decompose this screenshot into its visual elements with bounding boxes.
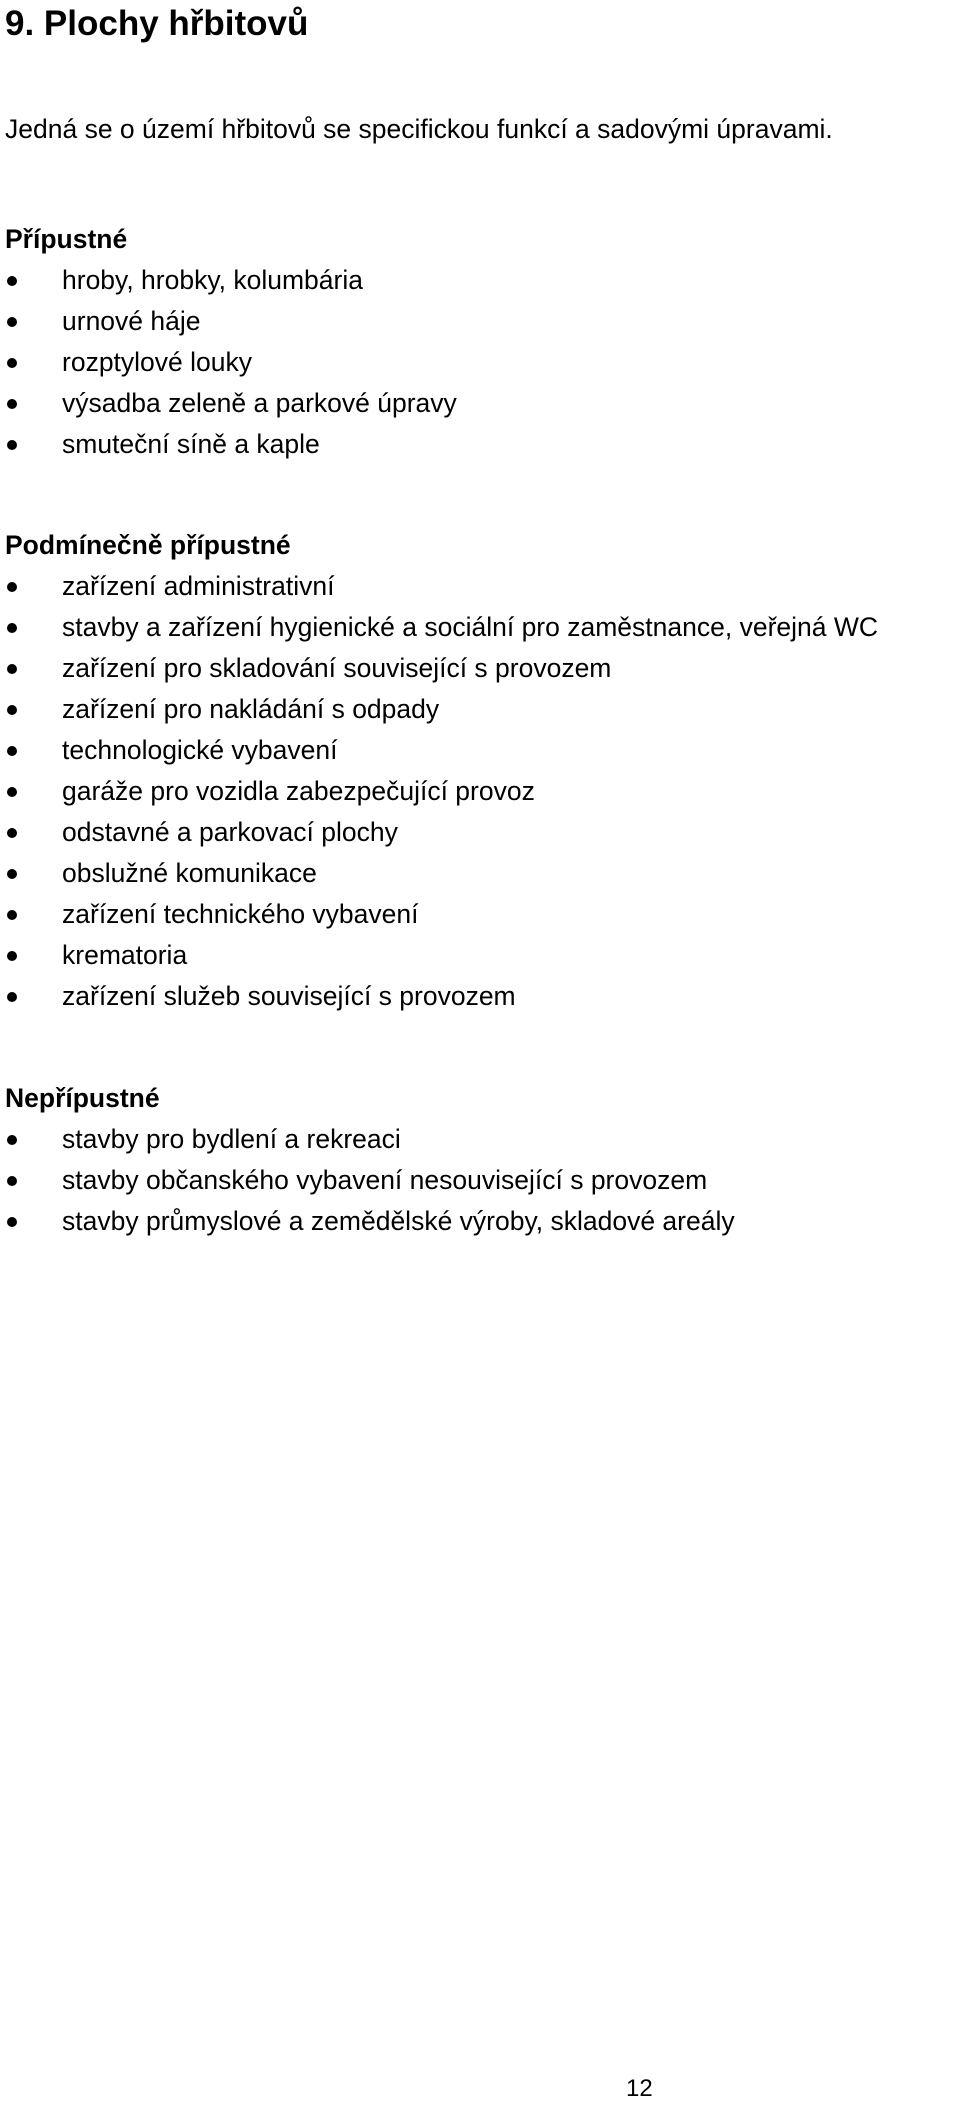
list-item [0,689,960,730]
list-item [0,812,960,853]
list-item-text: obslužné komunikace [62,858,317,888]
bullet-icon [7,910,17,920]
list-item-text: stavby a zařízení hygienické a sociální pro zaměstnance, veřejná WC [62,612,879,642]
list-item [0,976,960,1017]
list-item [0,342,960,383]
bullet-icon [7,992,17,1002]
list-item-text: rozptylové louky [62,347,253,377]
list-item [0,1119,960,1160]
bullet-icon [7,1176,17,1186]
bullet-icon [7,746,17,756]
list-item-text: zařízení administrativní [62,571,335,601]
list-item-text: stavby průmyslové a zemědělské výroby, skladové areály [62,1206,735,1236]
section-forbidden [0,1078,960,1242]
list-item [0,853,960,894]
bullet-icon [7,1217,17,1227]
list-item-text: zařízení pro nakládání s odpady [62,694,440,724]
list-item-text: garáže pro vozidla zabezpečující provoz [62,776,535,806]
list-item-text: hroby, hrobky, kolumbária [62,265,363,295]
list-item-text: stavby občanského vybavení nesouvisející s provozem [62,1165,708,1195]
list-item-text: zařízení pro skladování související s provozem [62,653,612,683]
list-item [0,383,960,424]
list-item [0,1160,960,1201]
list-item-text: stavby pro bydlení a rekreaci [62,1124,401,1154]
bullet-icon [7,317,17,327]
list-item [0,894,960,935]
section-heading-conditional: Podmínečně přípustné [5,530,291,560]
bullet-icon [7,623,17,633]
list-item [0,730,960,771]
list-item [0,301,960,342]
page-title: 9. Plochy hřbitovů [5,4,309,43]
list-item [0,935,960,976]
section-heading-forbidden: Nepřípustné [5,1083,160,1113]
bullet-icon [7,705,17,715]
list-item-text: zařízení technického vybavení [62,899,419,929]
bullet-icon [7,358,17,368]
bullet-icon [7,440,17,450]
list-item-text: odstavné a parkovací plochy [62,817,398,847]
bullet-icon [7,582,17,592]
bullet-icon [7,399,17,409]
list-item [0,260,960,301]
bullet-icon [7,1135,17,1145]
forbidden-list [0,1119,960,1242]
list-item [0,607,960,648]
list-item-text: krematoria [62,940,188,970]
bullet-icon [7,276,17,286]
bullet-icon [7,828,17,838]
section-heading-permitted: Přípustné [5,224,128,254]
conditional-list [0,566,960,1017]
bullet-icon [7,869,17,879]
permitted-list [0,260,960,465]
list-item-text: zařízení služeb související s provozem [62,981,516,1011]
intro-paragraph: Jedná se o území hřbitovů se specifickou funkcí a sadovými úpravami. [5,114,833,144]
list-item [0,771,960,812]
list-item [0,424,960,465]
page-number: 12 [626,2075,653,2102]
list-item-text: urnové háje [62,306,201,336]
section-permitted [0,219,960,465]
list-item-text: výsadba zeleně a parkové úpravy [62,388,457,418]
list-item-text: technologické vybavení [62,735,338,765]
list-item-text: smuteční síně a kaple [62,429,320,459]
list-item [0,1201,960,1242]
bullet-icon [7,664,17,674]
list-item [0,566,960,607]
bullet-icon [7,787,17,797]
section-conditional [0,525,960,1017]
list-item [0,648,960,689]
bullet-icon [7,951,17,961]
